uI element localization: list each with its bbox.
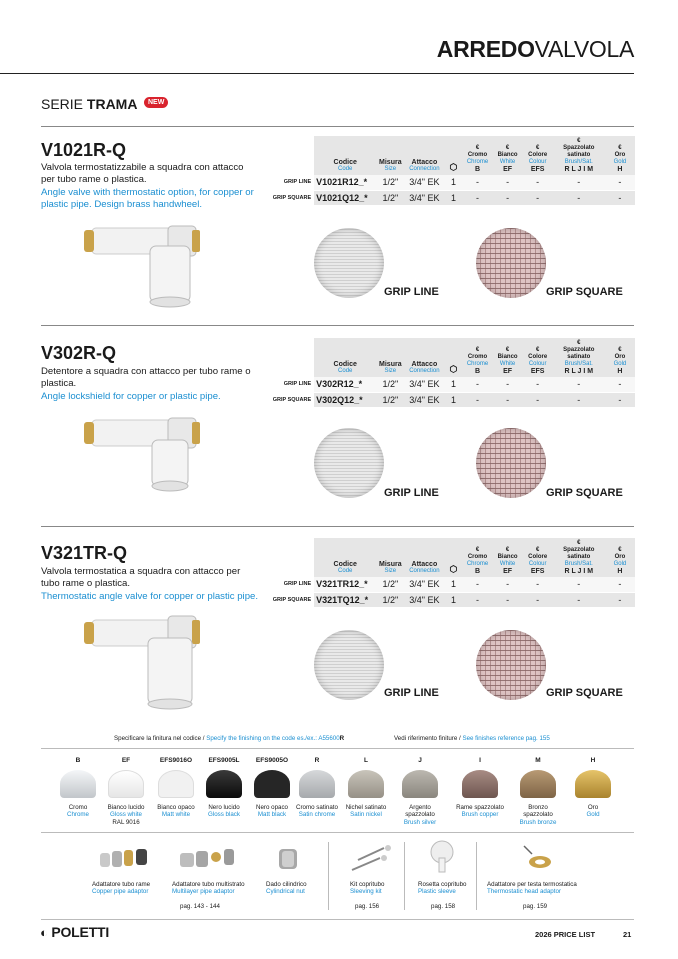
finish-knob-icon bbox=[402, 770, 438, 798]
new-badge: NEW bbox=[144, 97, 168, 108]
finish-knob-icon bbox=[575, 770, 611, 798]
grip-line-swatch bbox=[314, 228, 384, 298]
product-title: V302R-Q bbox=[41, 343, 117, 363]
valve-image bbox=[82, 218, 212, 308]
page-number: 21 bbox=[623, 930, 632, 939]
page-ref: pag. 159 bbox=[523, 903, 548, 910]
product-desc-en: Angle lockshield for copper or plastic pipe. bbox=[41, 391, 221, 402]
package-icon: ⬡ bbox=[449, 162, 458, 172]
finish-knob-icon bbox=[520, 770, 556, 798]
product-desc-it: Detentore a squadra con attacco per tubo rame o plastica. bbox=[41, 366, 251, 389]
serie-name: TRAMA bbox=[86, 96, 138, 112]
product-table: Codice Code Misura Size Attacco Connection ⬡ € Cromo Chrome B € Bianco White EF € Colore Colour EFS € Spazzolato satinato Brush/Sat. R L J I M € Oro Gold H GRIP LINE V321TR12_* 1/2" 3/4" EK 1 - - - - - GRIP SQUARE V321TQ12_* 1/2" 3/4" EK 1 - - - - - bbox=[265, 538, 635, 607]
grip-line-label: GRIP LINE bbox=[384, 687, 439, 699]
finish-knob-icon bbox=[462, 770, 498, 798]
finish-item: L Nichel satinato Satin nickel bbox=[345, 757, 387, 819]
finishes-bottom-rule bbox=[41, 832, 634, 833]
accessory-plastic-sleeve: Rosetta copritubo Plastic sleeve bbox=[418, 881, 467, 896]
finish-item: J Argento spazzolato Brush silver bbox=[403, 757, 437, 826]
grip-square-swatch bbox=[476, 228, 546, 298]
copper-adaptor-icon bbox=[98, 845, 150, 873]
header-divider bbox=[0, 73, 634, 74]
product-desc-it: Valvola termostatica a squadra con attacco per tubo rame o plastica. bbox=[41, 566, 241, 589]
accessory-divider bbox=[328, 842, 329, 910]
multilayer-adaptor-icon bbox=[178, 845, 238, 873]
package-icon: ⬡ bbox=[449, 364, 458, 374]
brand-title bbox=[437, 36, 634, 63]
finish-knob-icon bbox=[299, 770, 335, 798]
grip-line-label: GRIP LINE bbox=[384, 487, 439, 499]
accessory-copper-adaptor: Adattatore tubo rame Copper pipe adaptor bbox=[92, 881, 151, 896]
finish-item: R Cromo satinato Satin chrome bbox=[296, 757, 338, 819]
grip-line-label: GRIP LINE bbox=[384, 286, 439, 298]
grip-square-swatch bbox=[476, 428, 546, 498]
finish-knob-icon bbox=[206, 770, 242, 798]
accessory-multilayer-adaptor: Adattatore tubo multistrato Multilayer pipe adaptor bbox=[172, 881, 245, 896]
product-desc-it: Valvola termostatizzabile a squadra con attacco per tubo rame o plastica. bbox=[41, 162, 244, 185]
table-row: GRIP LINE V1021R12_* 1/2" 3/4" EK 1 - - - - - bbox=[265, 175, 635, 190]
page-ref: pag. 158 bbox=[431, 903, 456, 910]
accessory-thermostatic-adaptor: Adattatore per testa termostatica Thermostatic head adaptor bbox=[487, 881, 577, 896]
plastic-sleeve-icon bbox=[427, 838, 457, 874]
finish-item: EFS9005O Nero opaco Matt black bbox=[255, 757, 289, 819]
serie-title bbox=[41, 96, 137, 112]
serie-prefix: SERIE bbox=[41, 96, 87, 112]
finish-item: I Rame spazzolato Brush copper bbox=[456, 757, 504, 819]
product-table: Codice Code Misura Size Attacco Connection ⬡ € Cromo Chrome B € Bianco White EF € Colore Colour EFS € Spazzolato satinato Brush/Sat. R L J I M € Oro Gold H GRIP LINE V302R12_* 1/2" 3/4" EK 1 - - - - - GRIP SQUARE V302Q12_* 1/2" 3/4" EK 1 - - - - - bbox=[265, 338, 635, 407]
sleeving-kit-icon bbox=[350, 840, 392, 874]
cylindrical-nut-icon bbox=[277, 845, 299, 873]
finishes-top-rule bbox=[41, 748, 634, 749]
table-row: GRIP SQUARE V1021Q12_* 1/2" 3/4" EK 1 - - - - - bbox=[265, 190, 635, 205]
grip-line-swatch bbox=[314, 630, 384, 700]
product-title: V321TR-Q bbox=[41, 543, 128, 563]
table-row: GRIP SQUARE V321TQ12_* 1/2" 3/4" EK 1 - - - - - bbox=[265, 592, 635, 607]
page-ref: pag. 143 - 144 bbox=[180, 903, 220, 910]
brand-light: VALVOLA bbox=[534, 36, 634, 62]
grip-square-label: GRIP SQUARE bbox=[546, 487, 623, 499]
footer-rule bbox=[41, 919, 634, 920]
lockshield-image bbox=[82, 410, 212, 500]
finish-knob-icon bbox=[108, 770, 144, 798]
finish-knob-icon bbox=[254, 770, 290, 798]
table-row: GRIP LINE V302R12_* 1/2" 3/4" EK 1 - - - - - bbox=[265, 377, 635, 392]
finish-knob-icon bbox=[60, 770, 96, 798]
page-ref: pag. 156 bbox=[355, 903, 380, 910]
product-desc-en: Angle valve with thermostatic option, for copper or plastic pipe. Design brass handwheel. bbox=[41, 187, 254, 210]
poletti-logo: ◐ POLETTI bbox=[40, 924, 110, 940]
finish-knob-icon bbox=[158, 770, 194, 798]
package-icon: ⬡ bbox=[449, 564, 458, 574]
product-divider bbox=[41, 126, 634, 127]
finish-note-left: Specificare la finitura nel codice / Specify the finishing on the code es./ex.: A55600R bbox=[114, 735, 345, 742]
finish-item: EFS9016O Bianco opaco Matt white bbox=[157, 757, 195, 819]
logo-mark-icon: ◐ bbox=[40, 925, 48, 940]
finish-item: B Cromo Chrome bbox=[54, 757, 102, 819]
grip-square-swatch bbox=[476, 630, 546, 700]
finish-item: EF Bianco lucido Gloss white RAL 9016 bbox=[107, 757, 145, 826]
grip-square-label: GRIP SQUARE bbox=[546, 687, 623, 699]
grip-square-label: GRIP SQUARE bbox=[546, 286, 623, 298]
accessory-sleeving-kit: Kit copritubo Sleeving kit bbox=[350, 881, 385, 896]
finish-item: H Oro Gold bbox=[569, 757, 617, 819]
accessory-cylindrical-nut: Dado cilindrico Cylindrical nut bbox=[266, 881, 307, 896]
table-row: GRIP LINE V321TR12_* 1/2" 3/4" EK 1 - - - - - bbox=[265, 577, 635, 592]
product-table: Codice Code Misura Size Attacco Connection ⬡ € Cromo Chrome B € Bianco White EF € Colore Colour EFS € Spazzolato satinato Brush/Sat. R L J I M € Oro Gold H GRIP LINE V1021R12_* 1/2" 3/4" EK 1 - - - - - GRIP SQUARE V1021Q12_* 1/2" 3/4" EK 1 - - - - - bbox=[265, 136, 635, 205]
thermostatic-head-adaptor-icon bbox=[520, 842, 554, 872]
product-divider bbox=[41, 325, 634, 326]
finish-item: EFS9005L Nero lucido Gloss black bbox=[200, 757, 248, 819]
product-title: V1021R-Q bbox=[41, 140, 127, 160]
finish-knob-icon bbox=[348, 770, 384, 798]
finish-note-right: Vedi riferimento finiture / See finishes reference pag. 155 bbox=[394, 735, 550, 742]
grip-line-swatch bbox=[314, 428, 384, 498]
product-divider bbox=[41, 526, 634, 527]
accessory-divider bbox=[476, 842, 477, 910]
thermostatic-valve-image bbox=[82, 606, 212, 711]
accessory-divider bbox=[404, 842, 405, 910]
brand-bold: ARREDO bbox=[436, 36, 535, 62]
price-list-label: 2026 PRICE LIST bbox=[535, 930, 596, 939]
table-row: GRIP SQUARE V302Q12_* 1/2" 3/4" EK 1 - - - - - bbox=[265, 392, 635, 407]
finish-item: M Bronzo spazzolato Brush bronze bbox=[519, 757, 557, 826]
product-desc-en: Thermostatic angle valve for copper or plastic pipe. bbox=[41, 591, 259, 602]
